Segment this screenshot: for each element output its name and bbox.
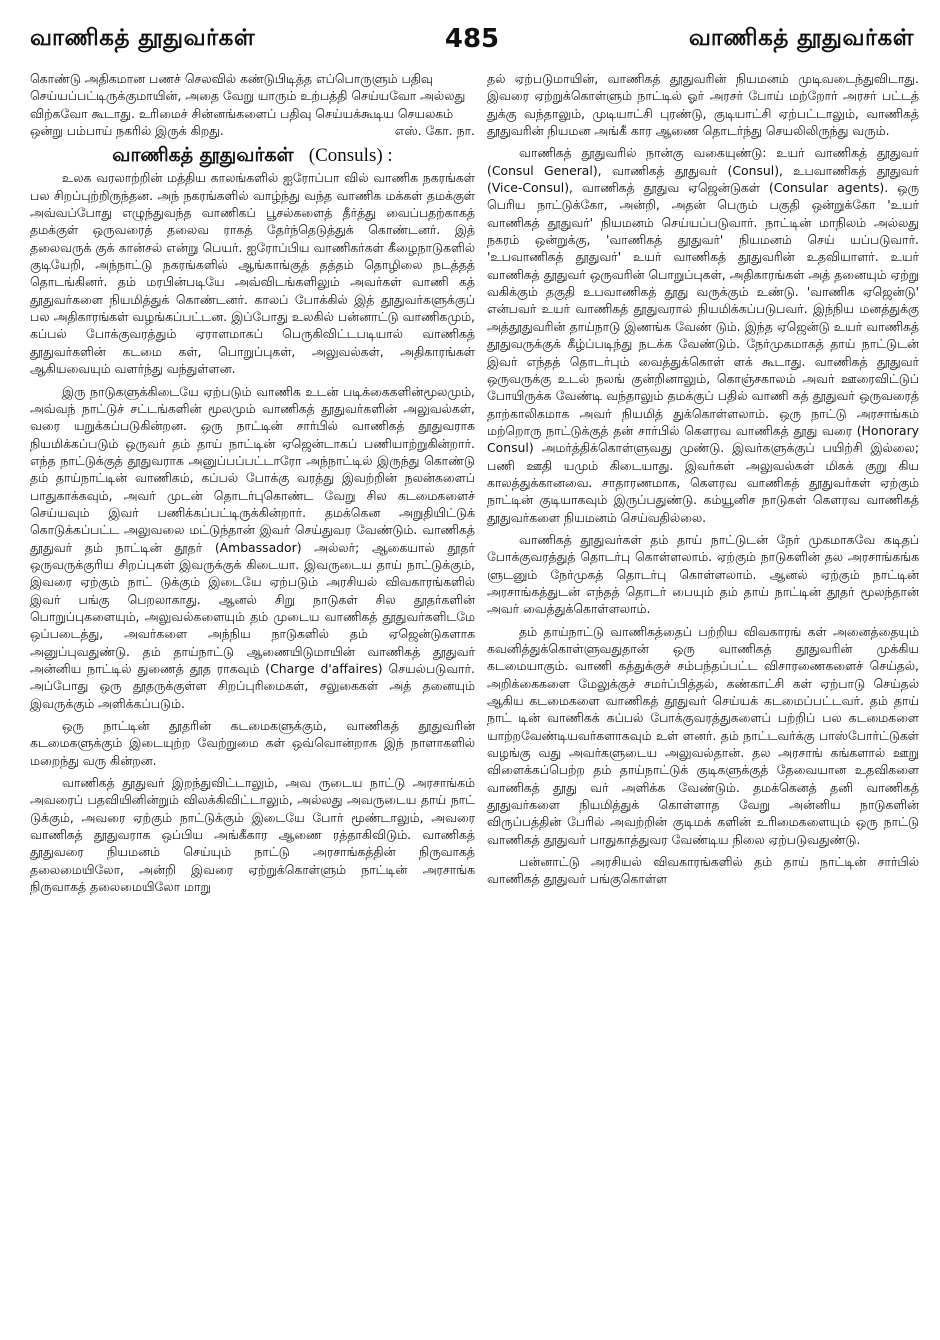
entry-subtitle: (Consuls) : <box>308 145 393 167</box>
body-paragraph: வாணிகத் தூதுவர்கள் தம் தாய் நாட்டுடன் நேர் முகமாகவே கடிதப் போக்குவரத்துத் தொடர்பு கொள்ளலாம். ஏற்கும் நாடுகளின் தல அரசாங்கங்க ளுடனும் நேர்முகத் தொடர்பு கொள்ளலாம். ஆனல் ஏற்கும் நாட்டின் அரசாங்கத்துடன் எந்தத் தொடர் பையும் தம் தாய் நாட்டின் தூதர் மூலந்தான் அவர் வைத்துக்கொள்ளலாம். <box>487 531 919 617</box>
running-head-right: வாணிகத் தூதுவர்கள் <box>688 24 914 51</box>
body-paragraph: இரு நாடுகளுக்கிடையே ஏற்படும் வாணிக உடன் படிக்கைகளின்மூலமும், அவ்வந் நாட்டுச் சட்டங்களின் மூலமும் வாணிகத் தூதுவர்களின் அலுவல்கள், வரை யறுக்கப்படுகின்றன. ஒரு நாட்டின் சார்பில் வாணிகத் தூதுவராக நியமிக்கப்படும் ஒருவர் தம் தாய் நாட்டின் ஏஜென்டாகப் பணியாற்றுகின்றார். எந்த நாட்டுக்குத் தூதுவராக அனுப்பப்பட்டாரோ அந்நாட்டில் இருந்து கொண்டு தம் தாய்நாட்டின் வாணிகம், கப்பல் போக்கு வரத்து இவற்றின் நலன்களைப் பாதுகாக்கவும், அவர் முடன் தொடர்புகொண்ட வேறு சில கடமைகளைச் செய்யவும் இவர் பணிக்கப்பட்டிருக்கின்றார். தமக்கென அறுதியிட்டுக் கொடுக்கப்பட்ட அலுவலை மட்டுந்தான் இவர் செய்துவர வேண்டும். வாணிகத் தூதுவர் தம் நாட்டின் தூதர் (Ambassador) அல்லர்; ஆகையால் தூதர் ஒருவருக்குரிய சிறப்புகள் இவருக்குக் கிடையா. இவருடைய தாய் நாட்டுக்கும், இவரை ஏற்கும் நாட் டுக்கும் இடையே ஏற்படும் அரசியல் விவகாரங்களில் இவர் பங்கு பெறலாகாது. ஆனல் சிறு நாடுகள் சில தூதர்களின் பொறுப்புகளையும், அலுவல்களையும் தம் முடைய வாணிகத் தூதுவர்களிடமே ஒப்படைத்து, அவர்களை அந்நிய நாடுகளில் தம் ஏஜென்டுகளாக அனுப்புவதுண்டு. தம் தாய்நாட்டு ஆணையிடுமாயின் வாணிகத் தூதுவர் அன்னிய நாட்டில் துணைத் தூத ராகவும் (Charge d'affaires) செயல்படுவார். அப்போது ஒரு தூதருக்குள்ள சிறப்புரிமைகள், சலுகைகள் அத் தனையும் இவருக்கும் அளிக்கப்படும். <box>30 383 475 711</box>
continuation-paragraph <box>30 70 475 139</box>
page-number: 485 <box>444 24 500 54</box>
body-paragraph: பன்னாட்டு அரசியல் விவகாரங்களில் தம் தாய் நாட்டின் சார்பில் வாணிகத் தூதுவர் பங்குகொள்ள <box>487 854 919 887</box>
running-head-left: வாணிகத் தூதுவர்கள் <box>30 24 256 51</box>
author-initials: எஸ். கோ. நா. <box>394 123 475 139</box>
continuation-text: கொண்டு அதிகமான பணச் செலவில் கண்டுபிடித்த எப்பொருளும் பதிவு செய்யப்பட்டிருக்குமாயின், அதை வேறு யாரும் உற்பத்தி செய்யவோ அல்லது விற்கவோ கூடாது. உரிமைச் சின்னங்களைப் பதிவு செய்யக்கூடிய செயலகம் ஒன்று பம்பாய் நகரில் இருக் கிறது. <box>30 71 466 139</box>
entry-title: வாணிகத் தூதுவர்கள் <box>112 144 294 167</box>
entry-heading <box>30 144 475 167</box>
right-column <box>487 70 919 1330</box>
left-column <box>30 70 475 1330</box>
body-paragraph: உலக வரலாற்றின் மத்திய காலங்களில் ஐரோப்பா வில் வாணிக நகரங்கள் பல சிறப்புற்றிருந்தன. அந் நகரங்களில் வாழ்ந்து வந்த வாணிக மக்கள் தமக்குள் அவ்வப்போது எழுந்துவந்த வாணிகப் பூசல்களைத் தீர்த்து வைப்பதற்காகத் தமக்குள் ஒருவரைத் தலைவ ராகத் தேர்ந்தெடுத்துக் கொண்டனர். இத் தலைவருக் குக் கான்சல் என்று பெயர். ஐரோப்பிய வாணிகர்கள் கீழைநாடுகளில் குடியேறி, அந்நாட்டு நகரங்களில் ஆங்காங்குத் தத்தம் தொழிலை நடத்தத் தொடங்கினர். தம் மரபின்படியே அவ்விடங்களிலும் அவர்கள் வாணி கத் தூதுவர்களை நியமித்துக் கொண்டனர். காலப் போக்கில் இத் தூதுவர்களுக்குப் பல அதிகாரங்கள் வழங்கப்பட்டன. இப்போது உலகில் பன்னாட்டு வாணிகமும், கப்பல் போக்குவரத்தும் ஏராளமாகப் பெருகிவிட்டபடியால் வாணிகத் தூதுவர்களின் கடமை கள், பொறுப்புகள், அலுவல்கள், அதிகாரங்கள் ஆகியவையும் வளர்ந்து வந்துள்ளன. <box>30 170 475 377</box>
body-paragraph: வாணிகத் தூதுவரில் நான்கு வகையுண்டு: உயர் வாணிகத் தூதுவர் (Consul General), வாணிகத் தூதுவர் (Consul), உபவாணிகத் தூதுவர் (Vice-Consul), வாணிகத் தூதுவ ஏஜென்டுகள் (Consular agents). ஒரு பெரிய நாட்டுக்கோ, அன்றி, அதன் பெரும் பகுதி ஒன்றுக்கோ 'உயர் வாணிகத் தூதுவர்' நியமனம் செய்யப்படுவார். நாட்டின் மாநிலம் அல்லது நகரம் ஒன்றுக்கு, 'வாணிகத் தூதுவர்' நியமனம் செய் யப்படுவார். 'உபவாணிகத் தூதுவர்' உயர் வாணிகத் தூதுவரின் உதவியாளர். உயர் வாணிகத் தூதுவர் ஒருவரின் பொறுப்புகள், அதிகாரங்கள் அத் தனையும் ஏற்று வகிக்கும் தகுதி உபவாணிகத் தூது வருக்கும் உண்டு. 'வாணிக ஏஜென்டு' என்பவர் உயர் வாணிகத் தூதுவரால் நியமிக்கப்படுபவர். இந்நிய மனத்துக்கு அத்தூதுவரின் தாய்நாடு இணங்க வேண் டும். இந்த ஏஜென்டு உயர் வாணிகத் தூதுவருக்குக் கீழ்ப்படிந்து நடக்க வேண்டும். நேர்முகமாகத் தாய் நாட்டுடன் இவர் எந்தத் தொடர்பும் வைத்துக்கொள் ளக் கூடாது. வாணிகத் தூதுவர் ஒருவருக்கு உடல் நலங் குன்றினாலும், கொஞ்சகாலம் அவர் ஊரைவிட்டுப் போயிருக்க வேண்டி வந்தாலும் தமக்குப் பதில் வாணி கத் தூதுவர் ஒருவரைத் தாற்காலிகமாக அவர் நியமித் துக்கொள்ளலாம். ஒரு நாட்டு அரசாங்கம் மற்றொரு நாட்டுக்குத் தன் சார்பில் கௌரவ வாணிகத் தூது வரை (Honorary Consul) அமர்த்திக்கொள்ளுவது முண்டு. இவர்களுக்குப் பயிற்சி இல்லை; பணி ஊதி யமும் கிடையாது. இவர்கள் அலுவல்கள் மிகக் குறு கிய காலத்துக்கானவை. சாதாரணமாக, கௌரவ வாணிகத் தூதுவர்கள் ஏற்கும் நாட்டின் குடியாகவும் இருப்பதுண்டு. கம்யூனிச நாடுகள் கௌரவ வாணிகத் தூதுவர்களை நியமனம் செய்வதில்லை. <box>487 145 919 525</box>
body-paragraph: தம் தாய்நாட்டு வாணிகத்தைப் பற்றிய விவகாரங் கள் அனைத்தையும் கவனித்துக்கொள்ளுவதுதான் ஒரு வாணிகத் தூதுவரின் முக்கிய கடமையாகும். வாணி கத்துக்குச் சம்பந்தப்பட்ட விசாரணைகளைச் செய்தல், அறிக்கைகளை மேலுக்குச் சமர்ப்பித்தல், கண்காட்சி கள் ஏற்பாடு செய்தல் ஆகிய கடமைகளை வாணிகத் தூதுவர் செய்யக் கடமைப்பட்டவர். தம் தாய் நாட் டின் வாணிகக் கப்பல் போக்குவரத்துகளைப் பற்றிப் பல கடமைகளை யாற்றவேண்டியவர்களாகவும் உள் ளனர். தம் நாட்டவர்க்கு பாஸ்போர்ட்டுகள் வழங்கு வது அவர்களுடைய அலுவல்தான். தல அரசாங் கங்களால் ஊறு விளைக்கப்பெற்ற தம் தாய்நாட்டுக் குடிகளுக்குத் தேவையான உதவிகளை வாணிகத் தூது வர் அளிக்க வேண்டும். தமக்கெனத் தனி வாணிகத் தூதுவர்களை நியமித்துக் கொள்ளாத வேறு அன்னிய நாடுகளின் விருப்பத்தின் பேரில் அவற்றின் குடிமக் களின் உரிமைகளையும் ஒரு நாட்டு வாணிகத் தூதுவர் பாதுகாத்துவர வேண்டிய நிலை ஏற்படுவதுண்டு. <box>487 623 919 847</box>
page-header <box>30 16 914 62</box>
body-paragraph: வாணிகத் தூதுவர் இறந்துவிட்டாலும், அவ ருடைய நாட்டு அரசாங்கம் அவரைப் பதவியினின்றும் விலக்கிவிட்டாலும், அல்லது அவருடைய தாய் நாட் டுக்கும், அவரை ஏற்கும் நாட்டுக்கும் இடையே போர் மூண்டாலும், அவரை வாணிகத் தூதுவராக ஒப்பிய அங்கீகார ஆணை ரத்தாகிவிடும். வாணிகத் தூதுவரை நியமனம் செய்யும் நாட்டு அரசாங்கத்தின் நிருவாகத் தலைமையிலோ, அன்றி இவரை ஏற்றுக்கொள்ளும் நாட்டின் அரசாங்க நிருவாகத் தலைமையிலோ மாறு <box>30 775 475 895</box>
body-paragraph: ஒரு நாட்டின் தூதரின் கடமைகளுக்கும், வாணிகத் தூதுவரின் கடமைகளுக்கும் இடையுற்ற வேற்றுமை கள் ஒவ்வொன்றாக இந் நாளாகளில் மறைந்து வரு கின்றன. <box>30 718 475 768</box>
body-paragraph: தல் ஏற்படுமாயின், வாணிகத் தூதுவரின் நியமனம் முடிவடைந்துவிடாது. இவரை ஏற்றுக்கொள்ளும் நாட்டில் ஓர் அரசர் போய் மற்றோர் அரசர் பட்டத் துக்கு வந்தாலும், முடியாட்சி புரண்டு, குடியாட்சி ஏற்பட்டாலும், வாணிகத் தூதுவரின் நியமன அங்கீ கார ஆணை தொடர்ந்து செயலிலிருந்து வரும். <box>487 71 919 139</box>
